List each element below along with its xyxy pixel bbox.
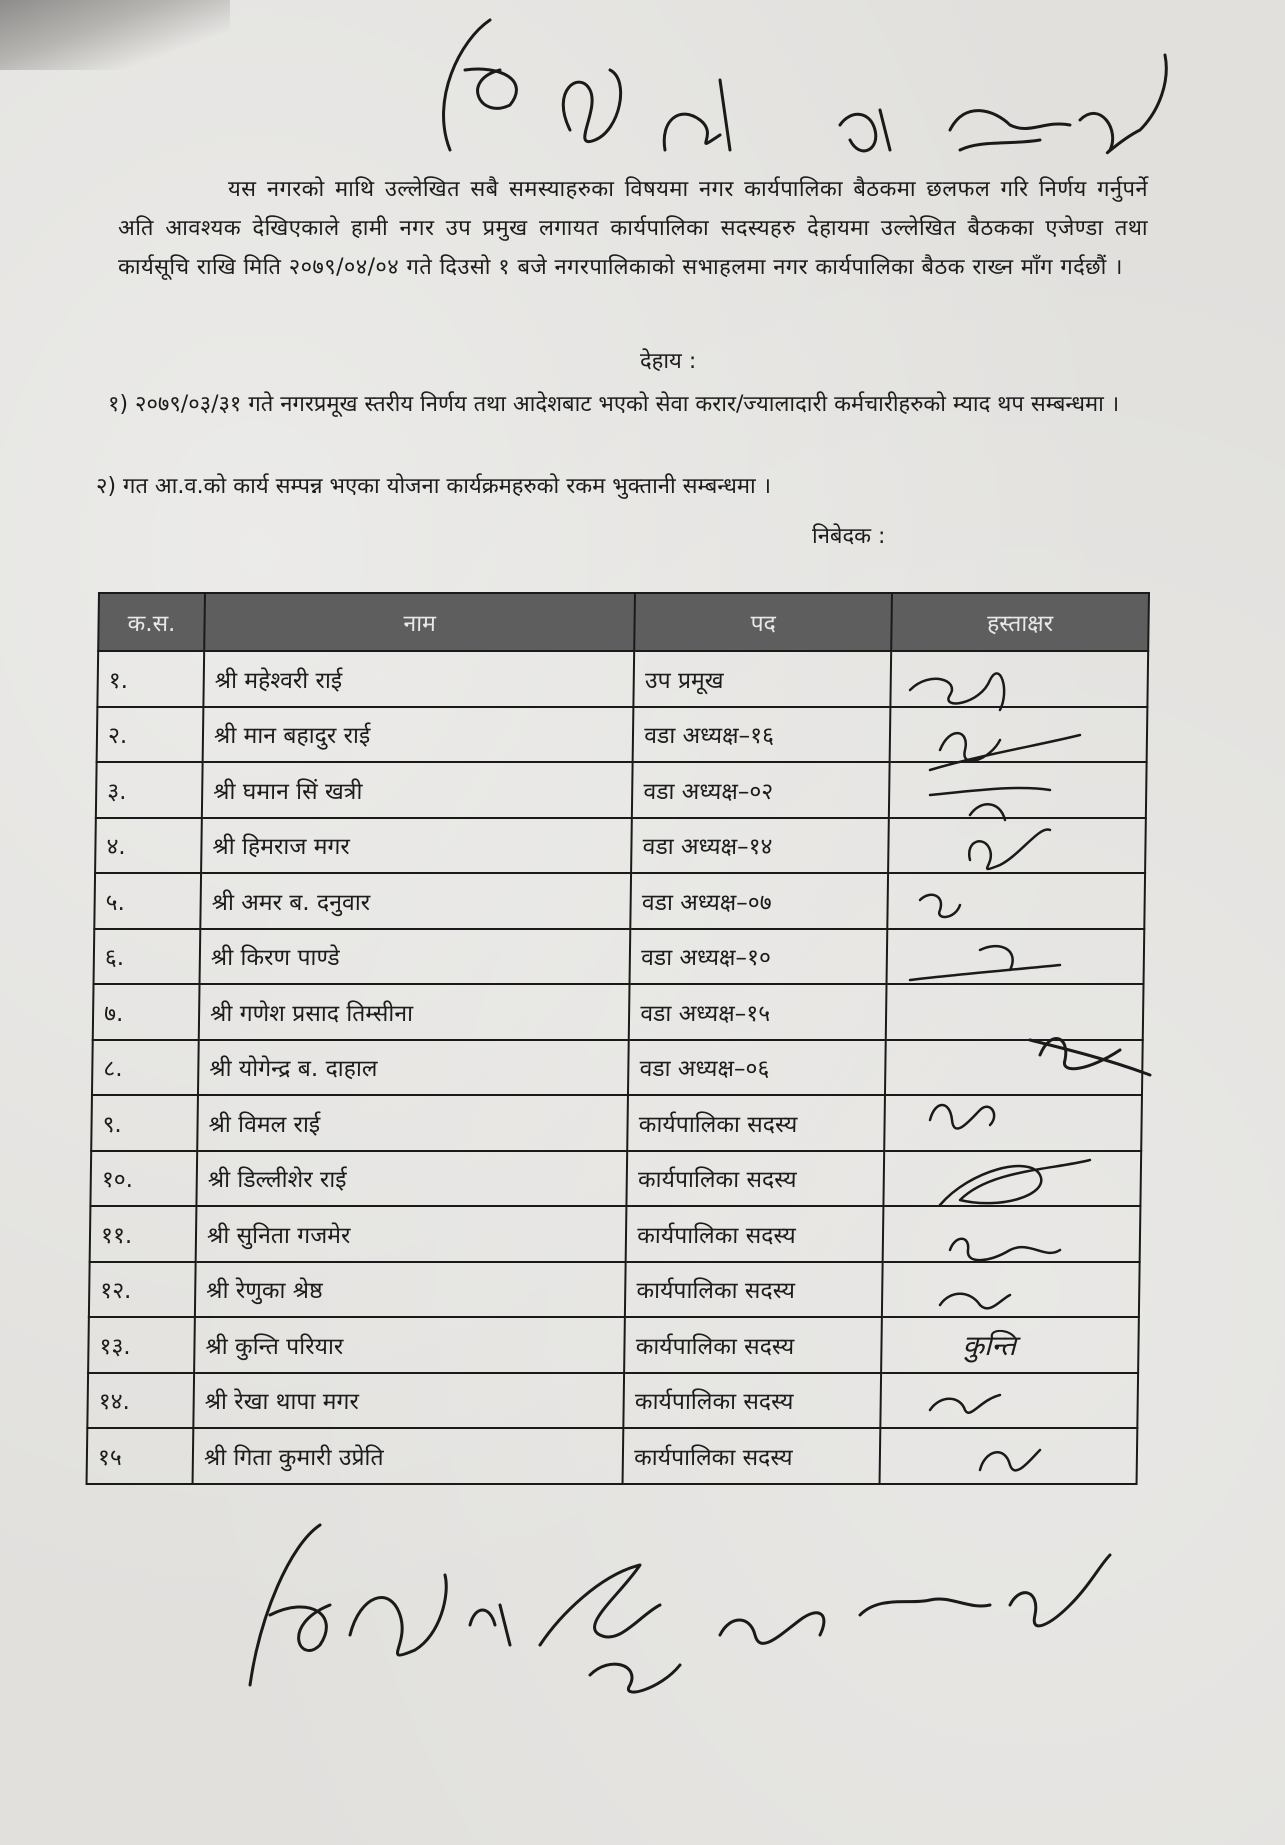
row-name: श्री अमर ब. दनुवार	[200, 873, 631, 929]
row-serial: १४.	[87, 1373, 194, 1429]
row-serial: १५	[87, 1428, 194, 1484]
dehay-label: देहाय :	[640, 349, 697, 374]
header-name: नाम	[204, 593, 635, 651]
row-post: कार्यपालिका सदस्य	[625, 1262, 883, 1318]
row-name: श्री गिता कुमारी उप्रेति	[193, 1428, 624, 1484]
row-name: श्री योगेन्द्र ब. दाहाल	[198, 1040, 629, 1096]
row-name: श्री कुन्ति परियार	[194, 1317, 625, 1373]
row-post: कार्यपालिका सदस्य	[624, 1317, 882, 1373]
row-serial: २.	[97, 707, 204, 763]
row-name: श्री डिल्लीशेर राई	[196, 1151, 627, 1207]
table-header-row	[98, 593, 1149, 651]
row-name: श्री गणेश प्रसाद तिम्सीना	[199, 984, 630, 1040]
row-post: कार्यपालिका सदस्य	[623, 1428, 881, 1484]
row-post: वडा अध्यक्ष–१०	[630, 929, 888, 985]
row-serial: १.	[97, 651, 204, 707]
nibedak-label: निबेदक :	[812, 524, 886, 549]
top-signatures	[420, 10, 1180, 170]
row-post: वडा अध्यक्ष–०७	[631, 873, 889, 929]
row-serial: ९.	[91, 1095, 198, 1151]
handwritten-signature-text: कुन्ति	[962, 1328, 1017, 1362]
row-serial: १२.	[89, 1262, 196, 1318]
row-name: श्री घमान सिं खत्री	[202, 762, 633, 818]
page-corner-shadow	[0, 0, 230, 70]
row-serial: ३.	[96, 762, 203, 818]
agenda-item-2: २) गत आ.व.को कार्य सम्पन्न भएका योजना कार्यक्रमहरुको रकम भुक्तानी सम्बन्धमा ।	[96, 474, 772, 499]
header-post: पद	[634, 593, 892, 651]
row-serial: ११.	[90, 1206, 197, 1262]
row-serial: ७.	[93, 984, 200, 1040]
row-post: कार्यपालिका सदस्य	[624, 1373, 882, 1429]
row-post: वडा अध्यक्ष–१४	[631, 818, 889, 874]
row-post: वडा अध्यक्ष–१५	[629, 984, 887, 1040]
row-name: श्री रेणुका श्रेष्ठ	[195, 1262, 626, 1318]
row-name: श्री विमल राई	[197, 1095, 628, 1151]
bottom-signatures	[240, 1505, 1140, 1705]
header-serial: क.स.	[98, 593, 205, 651]
row-serial: ६.	[94, 929, 201, 985]
row-post: उप प्रमूख	[634, 651, 892, 707]
row-serial: १०.	[90, 1151, 197, 1207]
row-serial: १३.	[88, 1317, 195, 1373]
row-serial: ४.	[95, 818, 202, 874]
row-post: कार्यपालिका सदस्य	[626, 1206, 884, 1262]
row-post: कार्यपालिका सदस्य	[627, 1151, 885, 1207]
request-paragraph: यस नगरको माथि उल्लेखित सबै समस्याहरुका विषयमा नगर कार्यपालिका बैठकमा छलफल गरि निर्णय गर्नुपर्ने अति आवश्यक देखिएकाले हामी नगर उप प्रमुख लगायत कार्यपालिका सदस्यहरु देहायमा उल्लेखित बैठकका एजेण्डा तथा कार्यसूचि राखि मिति २०७९/०४/०४ गते दिउसो १ बजे नगरपालिकाको सभाहलमा नगर कार्यपालिका बैठक राख्न माँग गर्दछौं ।	[118, 177, 1148, 280]
row-serial: ८.	[92, 1040, 199, 1096]
row-name: श्री किरण पाण्डे	[200, 929, 631, 985]
row-post: वडा अध्यक्ष–१६	[633, 707, 891, 763]
row-post: वडा अध्यक्ष–०६	[628, 1040, 886, 1096]
row-post: वडा अध्यक्ष–०२	[632, 762, 890, 818]
row-name: श्री महेश्वरी राई	[203, 651, 634, 707]
row-serial: ५.	[94, 873, 201, 929]
row-name: श्री रेखा थापा मगर	[193, 1373, 624, 1429]
agenda-item-1: १) २०७९/०३/३१ गते नगरप्रमूख स्तरीय निर्णय तथा आदेशबाट भएको सेवा करार/ज्यालादारी कर्मचारीहरुको म्याद थप सम्बन्धमा ।	[108, 392, 1120, 417]
row-name: श्री हिमराज मगर	[201, 818, 632, 874]
table-signatures	[890, 650, 1190, 1480]
row-post: कार्यपालिका सदस्य	[627, 1095, 885, 1151]
row-name: श्री मान बहादुर राई	[203, 707, 634, 763]
row-name: श्री सुनिता गजमेर	[196, 1206, 627, 1262]
header-signature: हस्ताक्षर	[891, 593, 1149, 651]
